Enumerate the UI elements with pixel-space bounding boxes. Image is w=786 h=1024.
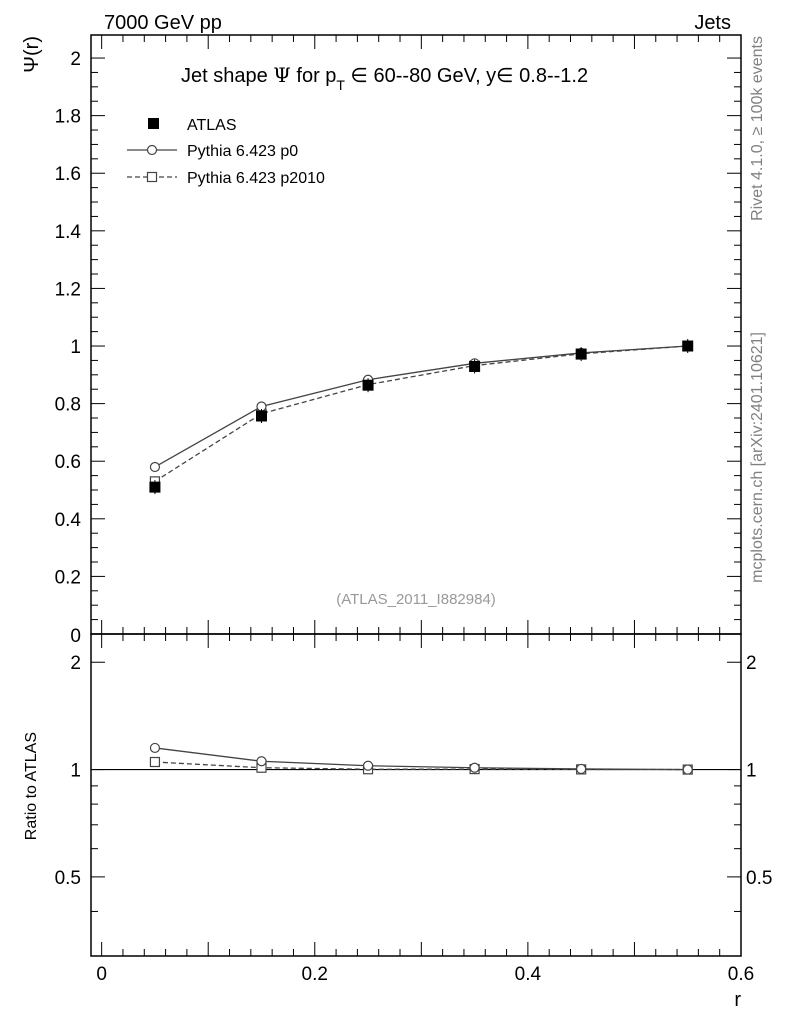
legend-label-pythia-p2010: Pythia 6.423 p2010 [187, 170, 325, 187]
main-atlas-point [469, 361, 480, 372]
analysis-watermark: (ATLAS_2011_I882984) [336, 591, 496, 608]
main-atlas-point [363, 380, 374, 391]
ratio-y-tick-label-right: 1 [746, 760, 757, 782]
main-y-axis-zero-label: 0 [70, 626, 81, 647]
x-tick-label: 0.6 [727, 964, 755, 985]
main-y-tick-label: 1 [70, 337, 81, 359]
rivet-version-label: Rivet 4.1.0, ≥ 100k events [749, 36, 766, 221]
main-y-tick-label: 2 [70, 49, 81, 71]
main-atlas-point [149, 482, 160, 493]
ratio-y-tick-label-right: 0.5 [746, 867, 773, 889]
ratio-y-tick-label-right: 2 [746, 653, 757, 675]
main-y-tick-label: 0.8 [54, 394, 81, 416]
main-y-tick-label: 1.4 [54, 221, 81, 243]
main-y-axis-label: Ψ(r) [21, 36, 43, 73]
main-y-tick-label: 0.6 [54, 452, 81, 474]
plot-title-range: ∈ 60--80 GeV, y∈ 0.8--1.2 [344, 65, 589, 87]
legend-marker-filled-square [148, 118, 159, 129]
x-tick-label: 0.2 [301, 964, 328, 985]
x-tick-label: 0 [96, 964, 107, 985]
x-tick-label: 0.4 [514, 964, 542, 985]
legend-marker-open-square [148, 173, 157, 182]
main-atlas-point [256, 410, 267, 421]
main-y-tick-label: 1.6 [54, 164, 81, 186]
plot-title-subscript: T [336, 77, 345, 93]
main-data-series [149, 339, 693, 494]
ratio-pythia-p0-point [364, 761, 373, 770]
ratio-plot-frame [91, 634, 741, 956]
energy-label: 7000 GeV pp [104, 12, 222, 34]
plot-title-psi: Ψ [273, 63, 291, 87]
main-pythia-p2010-line [155, 346, 688, 481]
main-y-tick-label: 0.2 [54, 567, 81, 589]
main-y-tick-label: 1.8 [54, 106, 81, 128]
mcplots-label: mcplots.cern.ch [arXiv:2401.10621] [749, 332, 766, 583]
plot-title-prefix: Jet shape [181, 65, 274, 87]
x-axis-label: r [734, 989, 741, 1011]
ratio-pythia-p0-point [257, 757, 266, 766]
main-pythia-p0-line [155, 346, 688, 467]
main-atlas-point [576, 349, 587, 360]
main-y-axis [55, 49, 741, 634]
ratio-pythia-p0-point [470, 763, 479, 772]
main-atlas-point [682, 341, 693, 352]
plot-title-for-p: for p [290, 65, 337, 87]
plot-title [181, 63, 588, 93]
ratio-pythia-p0-point [150, 743, 159, 752]
legend-entry-atlas [148, 117, 237, 134]
legend-label-pythia-p0: Pythia 6.423 p0 [187, 143, 299, 160]
ratio-pythia-p0-point [577, 764, 586, 773]
main-y-tick-label: 1.2 [54, 279, 81, 301]
ratio-pythia-p0-point [683, 765, 692, 774]
legend-entry-pythia-p2010 [127, 170, 325, 187]
legend-label-atlas: ATLAS [187, 117, 237, 134]
category-label: Jets [694, 12, 731, 34]
ratio-y-tick-label: 0.5 [54, 867, 81, 889]
main-y-tick-label: 0.4 [54, 509, 81, 531]
ratio-y-tick-label: 1 [70, 760, 81, 782]
legend [127, 117, 325, 187]
ratio-pythia-p2010-line [155, 762, 688, 770]
legend-entry-pythia-p0 [127, 143, 298, 160]
ratio-x-axis [96, 634, 754, 985]
ratio-pythia-p2010-point [150, 758, 159, 767]
main-pythia-p0-point [150, 462, 159, 471]
ratio-y-axis-label: Ratio to ATLAS [23, 732, 40, 841]
legend-marker-open-circle [148, 146, 157, 155]
ratio-y-axis [55, 653, 773, 911]
ratio-y-tick-label: 2 [70, 653, 81, 675]
